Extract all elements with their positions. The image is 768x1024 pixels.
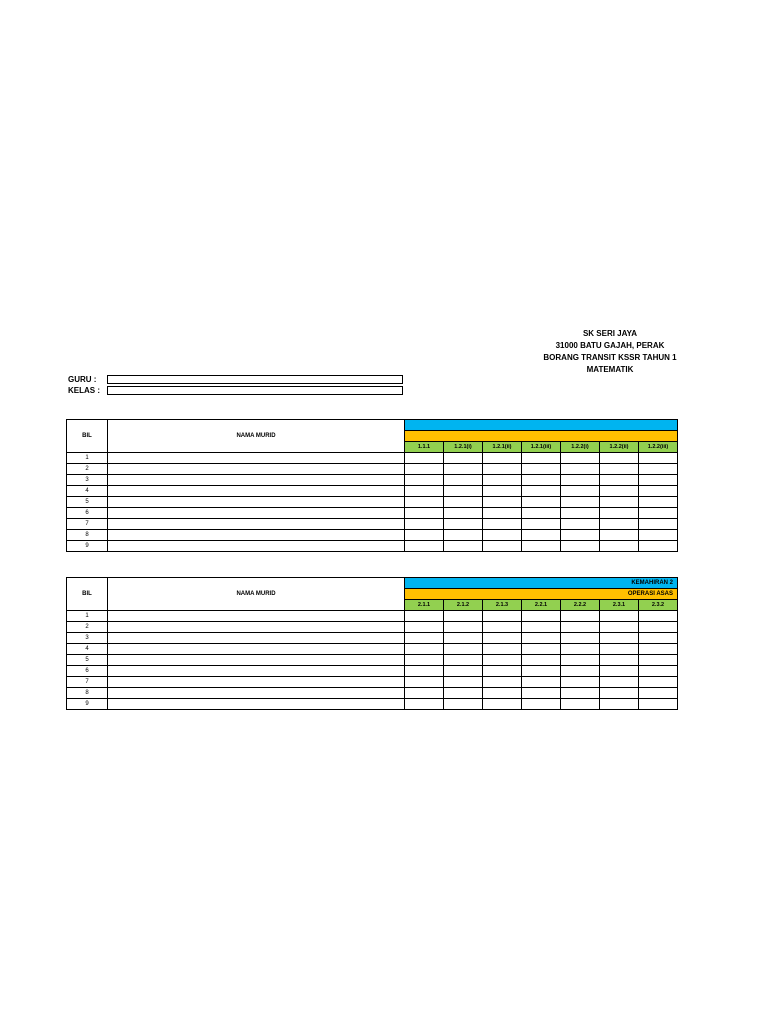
skill-band [405, 420, 678, 431]
assessment-cell[interactable] [639, 688, 678, 699]
assessment-cell[interactable] [600, 644, 639, 655]
topic-band [405, 431, 678, 442]
assessment-cell[interactable] [639, 677, 678, 688]
assessment-cell[interactable] [483, 688, 522, 699]
assessment-cell[interactable] [600, 611, 639, 622]
assessment-cell[interactable] [483, 475, 522, 486]
bil-number: 6 [67, 666, 108, 677]
assessment-cell[interactable] [639, 633, 678, 644]
table-row [67, 677, 678, 688]
assessment-cell[interactable] [561, 486, 600, 497]
assessment-cell[interactable] [483, 530, 522, 541]
skill-code-header: 1.2.2(iii) [639, 442, 678, 453]
assessment-cell[interactable] [483, 611, 522, 622]
assessment-cell[interactable] [639, 508, 678, 519]
nama-murid-cell[interactable] [108, 633, 405, 644]
form-header [490, 328, 730, 376]
assessment-cell[interactable] [522, 644, 561, 655]
assessment-cell[interactable] [600, 475, 639, 486]
assessment-cell[interactable] [561, 497, 600, 508]
assessment-cell[interactable] [522, 666, 561, 677]
assessment-cell[interactable] [561, 530, 600, 541]
assessment-cell[interactable] [561, 622, 600, 633]
nama-murid-header: NAMA MURID [108, 578, 405, 611]
kelas-field[interactable] [107, 386, 403, 395]
assessment-cell[interactable] [444, 699, 483, 710]
nama-murid-cell[interactable] [108, 666, 405, 677]
assessment-cell[interactable] [444, 688, 483, 699]
assessment-cell[interactable] [483, 644, 522, 655]
assessment-cell[interactable] [639, 519, 678, 530]
table-row [67, 699, 678, 710]
assessment-cell[interactable] [405, 655, 444, 666]
skill-code-header: 1.2.2(i) [561, 442, 600, 453]
assessment-cell[interactable] [405, 644, 444, 655]
assessment-cell[interactable] [561, 611, 600, 622]
bil-number: 8 [67, 688, 108, 699]
table-row [67, 475, 678, 486]
assessment-cell[interactable] [483, 497, 522, 508]
bil-number: 3 [67, 475, 108, 486]
assessment-cell[interactable] [522, 453, 561, 464]
assessment-cell[interactable] [600, 633, 639, 644]
assessment-cell[interactable] [483, 622, 522, 633]
assessment-cell[interactable] [522, 486, 561, 497]
assessment-cell[interactable] [405, 666, 444, 677]
table-row [67, 497, 678, 508]
assessment-cell[interactable] [405, 699, 444, 710]
bil-number: 9 [67, 699, 108, 710]
assessment-cell[interactable] [522, 475, 561, 486]
assessment-cell[interactable] [405, 464, 444, 475]
nama-murid-cell[interactable] [108, 655, 405, 666]
table-row [67, 541, 678, 552]
bil-number: 4 [67, 486, 108, 497]
nama-murid-header: NAMA MURID [108, 420, 405, 453]
skill-code-header: 1.2.2(ii) [600, 442, 639, 453]
bil-number: 8 [67, 530, 108, 541]
table-row [67, 622, 678, 633]
assessment-cell[interactable] [561, 666, 600, 677]
assessment-cell[interactable] [444, 486, 483, 497]
assessment-cell[interactable] [561, 464, 600, 475]
bil-number: 7 [67, 677, 108, 688]
assessment-cell[interactable] [639, 530, 678, 541]
table-row [67, 655, 678, 666]
assessment-cell[interactable] [444, 541, 483, 552]
bil-number: 1 [67, 611, 108, 622]
nama-murid-cell[interactable] [108, 541, 405, 552]
table-row [67, 644, 678, 655]
assessment-cell[interactable] [600, 453, 639, 464]
table-row [67, 519, 678, 530]
skill-code-header: 2.3.2 [639, 600, 678, 611]
assessment-cell[interactable] [639, 622, 678, 633]
assessment-cell[interactable] [483, 486, 522, 497]
skill-code-header: 2.1.1 [405, 600, 444, 611]
skill-code-header: 2.1.3 [483, 600, 522, 611]
assessment-cell[interactable] [561, 688, 600, 699]
assessment-cell[interactable] [405, 677, 444, 688]
bil-number: 4 [67, 644, 108, 655]
assessment-cell[interactable] [561, 519, 600, 530]
nama-murid-cell[interactable] [108, 622, 405, 633]
assessment-cell[interactable] [444, 677, 483, 688]
assessment-cell[interactable] [600, 530, 639, 541]
nama-murid-cell[interactable] [108, 688, 405, 699]
assessment-cell[interactable] [561, 699, 600, 710]
assessment-cell[interactable] [522, 677, 561, 688]
assessment-cell[interactable] [444, 530, 483, 541]
nama-murid-cell[interactable] [108, 497, 405, 508]
nama-murid-cell[interactable] [108, 530, 405, 541]
kelas-label: KELAS : [68, 386, 100, 395]
assessment-cell[interactable] [405, 497, 444, 508]
table-row [67, 453, 678, 464]
assessment-cell[interactable] [444, 464, 483, 475]
table-row [67, 530, 678, 541]
table-body [67, 578, 678, 710]
skill-code-header: 2.2.1 [522, 600, 561, 611]
assessment-cell[interactable] [405, 688, 444, 699]
table-row [67, 666, 678, 677]
nama-murid-cell[interactable] [108, 611, 405, 622]
assessment-cell[interactable] [600, 497, 639, 508]
nama-murid-cell[interactable] [108, 644, 405, 655]
subject-name: MATEMATIK [586, 365, 634, 374]
bil-header: BIL [67, 578, 108, 611]
topic-band: OPERASI ASAS [405, 589, 678, 600]
assessment-cell[interactable] [405, 611, 444, 622]
assessment-cell[interactable] [444, 644, 483, 655]
assessment-cell[interactable] [405, 475, 444, 486]
assessment-cell[interactable] [522, 688, 561, 699]
assessment-cell[interactable] [483, 541, 522, 552]
assessment-cell[interactable] [600, 655, 639, 666]
assessment-cell[interactable] [639, 666, 678, 677]
assessment-cell[interactable] [600, 508, 639, 519]
assessment-cell[interactable] [483, 633, 522, 644]
assessment-cell[interactable] [639, 655, 678, 666]
assessment-cell[interactable] [522, 611, 561, 622]
assessment-cell[interactable] [405, 453, 444, 464]
assessment-cell[interactable] [600, 677, 639, 688]
assessment-cell[interactable] [639, 644, 678, 655]
skill-band: KEMAHIRAN 2 [405, 578, 678, 589]
assessment-cell[interactable] [561, 475, 600, 486]
assessment-cell[interactable] [561, 508, 600, 519]
skill-code-header: 2.2.2 [561, 600, 600, 611]
bil-number: 2 [67, 464, 108, 475]
assessment-cell[interactable] [483, 655, 522, 666]
assessment-cell[interactable] [639, 611, 678, 622]
assessment-cell[interactable] [444, 519, 483, 530]
assessment-cell[interactable] [522, 519, 561, 530]
bil-number: 3 [67, 633, 108, 644]
assessment-cell[interactable] [483, 699, 522, 710]
assessment-cell[interactable] [522, 699, 561, 710]
bil-number: 7 [67, 519, 108, 530]
nama-murid-cell[interactable] [108, 677, 405, 688]
school-address: 31000 BATU GAJAH, PERAK [555, 341, 665, 350]
assessment-cell[interactable] [444, 508, 483, 519]
assessment-cell[interactable] [405, 519, 444, 530]
bil-number: 9 [67, 541, 108, 552]
table-row [67, 464, 678, 475]
assessment-cell[interactable] [561, 677, 600, 688]
nama-murid-cell[interactable] [108, 486, 405, 497]
assessment-cell[interactable] [522, 508, 561, 519]
assessment-cell[interactable] [522, 497, 561, 508]
nama-murid-cell[interactable] [108, 475, 405, 486]
nama-murid-cell[interactable] [108, 519, 405, 530]
nama-murid-cell[interactable] [108, 464, 405, 475]
assessment-cell[interactable] [639, 699, 678, 710]
assessment-cell[interactable] [405, 486, 444, 497]
skill-code-header: 1.2.1(ii) [483, 442, 522, 453]
table-row [67, 486, 678, 497]
assessment-cell[interactable] [600, 622, 639, 633]
assessment-cell[interactable] [600, 699, 639, 710]
assessment-cell[interactable] [522, 622, 561, 633]
assessment-cell[interactable] [561, 633, 600, 644]
assessment-cell[interactable] [561, 453, 600, 464]
bil-number: 5 [67, 655, 108, 666]
table-row [67, 611, 678, 622]
assessment-cell[interactable] [639, 475, 678, 486]
nama-murid-cell[interactable] [108, 453, 405, 464]
nama-murid-cell[interactable] [108, 508, 405, 519]
guru-field[interactable] [107, 375, 403, 384]
assessment-cell[interactable] [639, 497, 678, 508]
assessment-cell[interactable] [444, 666, 483, 677]
assessment-cell[interactable] [522, 655, 561, 666]
skill-code-header: 1.2.1(iii) [522, 442, 561, 453]
guru-label: GURU : [68, 375, 97, 384]
assessment-cell[interactable] [483, 464, 522, 475]
assessment-cell[interactable] [522, 541, 561, 552]
assessment-cell[interactable] [561, 655, 600, 666]
assessment-cell[interactable] [444, 622, 483, 633]
assessment-cell[interactable] [405, 508, 444, 519]
assessment-cell[interactable] [600, 519, 639, 530]
assessment-cell[interactable] [405, 633, 444, 644]
transit-table-2 [66, 577, 678, 710]
assessment-cell[interactable] [483, 453, 522, 464]
transit-table-1 [66, 419, 678, 552]
assessment-cell[interactable] [444, 655, 483, 666]
bil-number: 6 [67, 508, 108, 519]
assessment-cell[interactable] [405, 530, 444, 541]
bil-number: 5 [67, 497, 108, 508]
assessment-cell[interactable] [639, 464, 678, 475]
assessment-cell[interactable] [444, 633, 483, 644]
assessment-cell[interactable] [522, 530, 561, 541]
assessment-cell[interactable] [405, 622, 444, 633]
skill-code-header: 2.1.2 [444, 600, 483, 611]
assessment-cell[interactable] [483, 508, 522, 519]
assessment-cell[interactable] [483, 666, 522, 677]
assessment-cell[interactable] [522, 633, 561, 644]
assessment-cell[interactable] [600, 541, 639, 552]
assessment-cell[interactable] [639, 453, 678, 464]
assessment-cell[interactable] [522, 464, 561, 475]
assessment-cell[interactable] [600, 464, 639, 475]
bil-header: BIL [67, 420, 108, 453]
assessment-cell[interactable] [600, 688, 639, 699]
assessment-cell[interactable] [444, 453, 483, 464]
form-title: BORANG TRANSIT KSSR TAHUN 1 [543, 353, 677, 362]
assessment-cell[interactable] [639, 486, 678, 497]
table-row [67, 633, 678, 644]
assessment-cell[interactable] [444, 475, 483, 486]
assessment-cell[interactable] [639, 541, 678, 552]
bil-number: 2 [67, 622, 108, 633]
assessment-cell[interactable] [483, 519, 522, 530]
assessment-cell[interactable] [600, 486, 639, 497]
skill-code-header: 2.3.1 [600, 600, 639, 611]
assessment-cell[interactable] [483, 677, 522, 688]
assessment-cell[interactable] [561, 541, 600, 552]
assessment-cell[interactable] [561, 644, 600, 655]
assessment-cell[interactable] [444, 611, 483, 622]
nama-murid-cell[interactable] [108, 699, 405, 710]
assessment-cell[interactable] [405, 541, 444, 552]
table-row [67, 508, 678, 519]
table-row [67, 688, 678, 699]
table-body [67, 420, 678, 552]
skill-code-header: 1.1.1 [405, 442, 444, 453]
skill-code-header: 1.2.1(i) [444, 442, 483, 453]
assessment-cell[interactable] [444, 497, 483, 508]
assessment-cell[interactable] [600, 666, 639, 677]
bil-number: 1 [67, 453, 108, 464]
school-name: SK SERI JAYA [582, 329, 638, 338]
